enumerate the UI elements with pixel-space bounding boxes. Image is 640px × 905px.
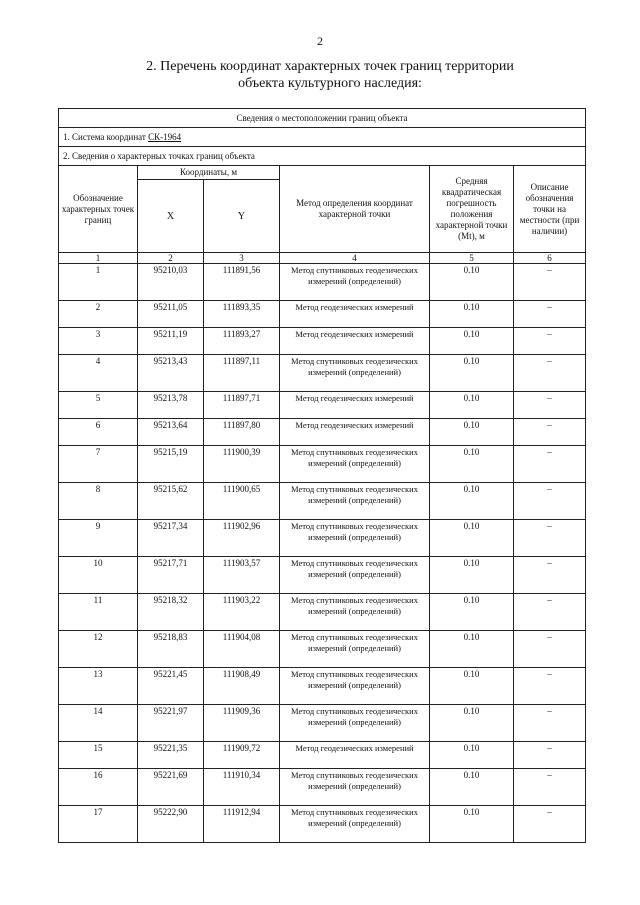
- table-row: [59, 769, 586, 806]
- y-coordinate-cell: 111910,34: [204, 769, 280, 806]
- y-coordinate-cell: 111908,49: [204, 668, 280, 705]
- description-cell: –: [514, 806, 586, 843]
- point-number-cell: 8: [59, 483, 138, 520]
- description-cell: –: [514, 419, 586, 446]
- coord-system-row: [59, 128, 586, 147]
- description-cell: –: [514, 355, 586, 392]
- x-coordinate-cell: 95217,34: [138, 520, 204, 557]
- error-cell: 0.10: [430, 301, 514, 328]
- error-cell: 0.10: [430, 557, 514, 594]
- error-cell: 0.10: [430, 328, 514, 355]
- method-cell: Метод геодезических измерений: [280, 301, 430, 328]
- table-row: [59, 483, 586, 520]
- table-row: [59, 668, 586, 705]
- method-cell: Метод спутниковых геодезических измерений (определений): [280, 594, 430, 631]
- method-cell: Метод геодезических измерений: [280, 742, 430, 769]
- section-title-row: [59, 109, 586, 128]
- description-cell: –: [514, 668, 586, 705]
- table-row: [59, 742, 586, 769]
- error-cell: 0.10: [430, 631, 514, 668]
- description-cell: –: [514, 328, 586, 355]
- point-number-cell: 14: [59, 705, 138, 742]
- x-coordinate-cell: 95221,35: [138, 742, 204, 769]
- point-number-cell: 13: [59, 668, 138, 705]
- error-cell: 0.10: [430, 355, 514, 392]
- x-coordinate-cell: 95215,19: [138, 446, 204, 483]
- method-cell: Метод спутниковых геодезических измерений (определений): [280, 355, 430, 392]
- x-coordinate-cell: 95217,71: [138, 557, 204, 594]
- method-cell: Метод спутниковых геодезических измерений (определений): [280, 520, 430, 557]
- header-designation: Обозначение характерных точек границ: [59, 166, 138, 253]
- header-x: X: [138, 180, 204, 253]
- description-cell: –: [514, 301, 586, 328]
- method-cell: Метод спутниковых геодезических измерений (определений): [280, 705, 430, 742]
- method-cell: Метод геодезических измерений: [280, 392, 430, 419]
- table-body: [59, 264, 586, 843]
- point-number-cell: 12: [59, 631, 138, 668]
- y-coordinate-cell: 111893,27: [204, 328, 280, 355]
- table-row: [59, 705, 586, 742]
- error-cell: 0.10: [430, 806, 514, 843]
- point-number-cell: 5: [59, 392, 138, 419]
- header-y: Y: [204, 180, 280, 253]
- y-coordinate-cell: 111891,56: [204, 264, 280, 301]
- description-cell: –: [514, 705, 586, 742]
- error-cell: 0.10: [430, 392, 514, 419]
- y-coordinate-cell: 111900,65: [204, 483, 280, 520]
- x-coordinate-cell: 95215,62: [138, 483, 204, 520]
- document-title-line-2: объекта культурного наследия:: [238, 76, 422, 91]
- error-cell: 0.10: [430, 742, 514, 769]
- y-coordinate-cell: 111912,94: [204, 806, 280, 843]
- y-coordinate-cell: 111897,80: [204, 419, 280, 446]
- x-coordinate-cell: 95222,90: [138, 806, 204, 843]
- description-cell: –: [514, 557, 586, 594]
- description-cell: –: [514, 742, 586, 769]
- x-coordinate-cell: 95213,64: [138, 419, 204, 446]
- method-cell: Метод спутниковых геодезических измерений (определений): [280, 446, 430, 483]
- description-cell: –: [514, 483, 586, 520]
- error-cell: 0.10: [430, 446, 514, 483]
- method-cell: Метод геодезических измерений: [280, 328, 430, 355]
- table-row: [59, 419, 586, 446]
- point-number-cell: 11: [59, 594, 138, 631]
- method-cell: Метод спутниковых геодезических измерений (определений): [280, 483, 430, 520]
- error-cell: 0.10: [430, 264, 514, 301]
- description-cell: –: [514, 392, 586, 419]
- x-coordinate-cell: 95221,45: [138, 668, 204, 705]
- column-number: 6: [514, 253, 586, 264]
- point-number-cell: 10: [59, 557, 138, 594]
- table-row: [59, 446, 586, 483]
- table-row: [59, 520, 586, 557]
- page-number: 2: [317, 34, 323, 48]
- y-coordinate-cell: 111903,57: [204, 557, 280, 594]
- section-title: Сведения о местоположении границ объекта: [59, 109, 586, 128]
- point-number-cell: 16: [59, 769, 138, 806]
- column-numbers-row: [59, 253, 586, 264]
- x-coordinate-cell: 95213,78: [138, 392, 204, 419]
- y-coordinate-cell: 111900,39: [204, 446, 280, 483]
- error-cell: 0.10: [430, 668, 514, 705]
- table-row: [59, 594, 586, 631]
- y-coordinate-cell: 111893,35: [204, 301, 280, 328]
- method-cell: Метод спутниковых геодезических измерений (определений): [280, 769, 430, 806]
- points-title-row: [59, 147, 586, 166]
- y-coordinate-cell: 111902,96: [204, 520, 280, 557]
- table-row: [59, 328, 586, 355]
- x-coordinate-cell: 95218,32: [138, 594, 204, 631]
- column-number: 4: [280, 253, 430, 264]
- x-coordinate-cell: 95210,03: [138, 264, 204, 301]
- header-row-1: [59, 166, 586, 180]
- method-cell: Метод спутниковых геодезических измерений (определений): [280, 806, 430, 843]
- point-number-cell: 1: [59, 264, 138, 301]
- coord-system-label: 1. Система координат: [63, 132, 149, 142]
- coordinates-table: [58, 108, 586, 843]
- error-cell: 0.10: [430, 483, 514, 520]
- table-row: [59, 301, 586, 328]
- coord-system-value: СК-1964: [148, 132, 182, 142]
- y-coordinate-cell: 111903,22: [204, 594, 280, 631]
- table-row: [59, 557, 586, 594]
- y-coordinate-cell: 111909,72: [204, 742, 280, 769]
- description-cell: –: [514, 631, 586, 668]
- error-cell: 0.10: [430, 520, 514, 557]
- table-row: [59, 392, 586, 419]
- error-cell: 0.10: [430, 594, 514, 631]
- table-row: [59, 806, 586, 843]
- y-coordinate-cell: 111897,71: [204, 392, 280, 419]
- method-cell: Метод спутниковых геодезических измерений (определений): [280, 264, 430, 301]
- x-coordinate-cell: 95221,97: [138, 705, 204, 742]
- point-number-cell: 15: [59, 742, 138, 769]
- method-cell: Метод геодезических измерений: [280, 419, 430, 446]
- error-cell: 0.10: [430, 419, 514, 446]
- point-number-cell: 3: [59, 328, 138, 355]
- x-coordinate-cell: 95213,43: [138, 355, 204, 392]
- point-number-cell: 2: [59, 301, 138, 328]
- point-number-cell: 6: [59, 419, 138, 446]
- y-coordinate-cell: 111909,36: [204, 705, 280, 742]
- x-coordinate-cell: 95221,69: [138, 769, 204, 806]
- point-number-cell: 7: [59, 446, 138, 483]
- document-title: [0, 58, 640, 92]
- table-row: [59, 264, 586, 301]
- point-number-cell: 9: [59, 520, 138, 557]
- y-coordinate-cell: 111897,11: [204, 355, 280, 392]
- error-cell: 0.10: [430, 769, 514, 806]
- error-cell: 0.10: [430, 705, 514, 742]
- document-title-line-1: 2. Перечень координат характерных точек границ территории: [146, 59, 514, 74]
- description-cell: –: [514, 446, 586, 483]
- column-number: 1: [59, 253, 138, 264]
- method-cell: Метод спутниковых геодезических измерений (определений): [280, 631, 430, 668]
- method-cell: Метод спутниковых геодезических измерений (определений): [280, 668, 430, 705]
- x-coordinate-cell: 95211,05: [138, 301, 204, 328]
- coord-system-cell: [59, 128, 586, 147]
- description-cell: –: [514, 769, 586, 806]
- method-cell: Метод спутниковых геодезических измерений (определений): [280, 557, 430, 594]
- x-coordinate-cell: 95211,19: [138, 328, 204, 355]
- header-error: Средняя квадратическая погрешность положения характерной точки (Мt), м: [430, 166, 514, 253]
- table-row: [59, 631, 586, 668]
- points-title: 2. Сведения о характерных точках границ объекта: [59, 147, 586, 166]
- y-coordinate-cell: 111904,08: [204, 631, 280, 668]
- point-number-cell: 17: [59, 806, 138, 843]
- description-cell: –: [514, 264, 586, 301]
- header-description: Описание обозначения точки на местности (при наличии): [514, 166, 586, 253]
- column-number: 2: [138, 253, 204, 264]
- point-number-cell: 4: [59, 355, 138, 392]
- description-cell: –: [514, 594, 586, 631]
- column-number: 3: [204, 253, 280, 264]
- column-number: 5: [430, 253, 514, 264]
- header-method: Метод определения координат характерной точки: [280, 166, 430, 253]
- description-cell: –: [514, 520, 586, 557]
- header-coordinates: Координаты, м: [138, 166, 280, 180]
- x-coordinate-cell: 95218,83: [138, 631, 204, 668]
- table-row: [59, 355, 586, 392]
